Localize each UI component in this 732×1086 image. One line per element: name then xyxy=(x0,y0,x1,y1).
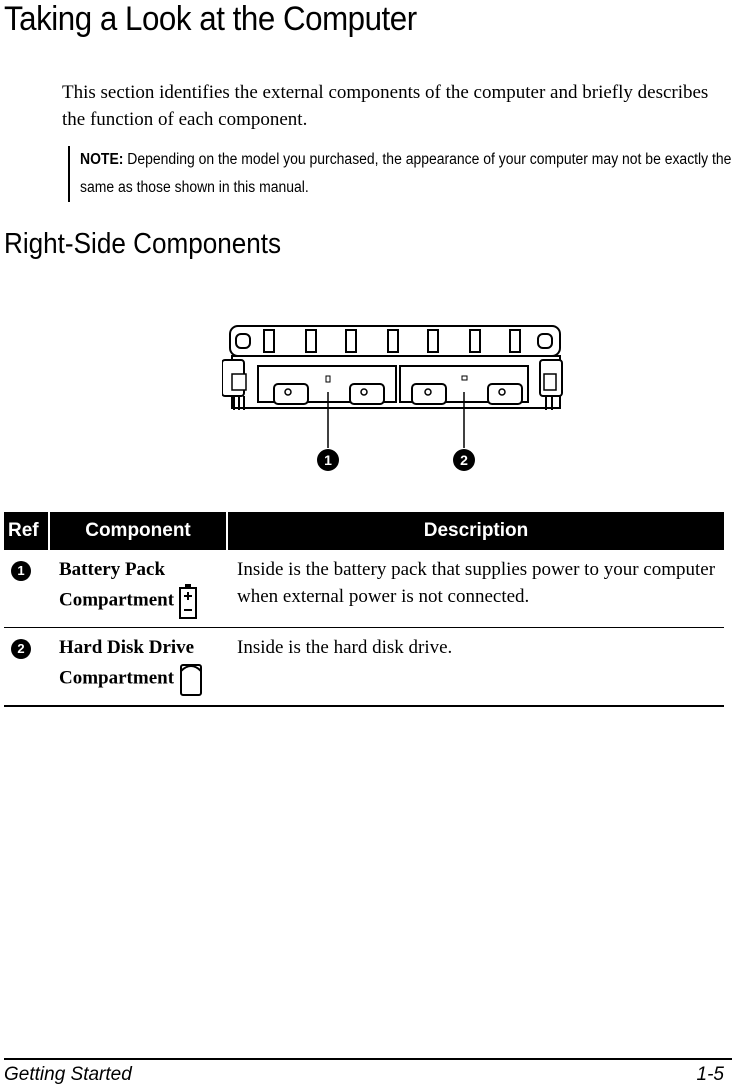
ref-badge: 1 xyxy=(11,561,31,581)
note-label: NOTE: xyxy=(80,151,124,168)
component-name-line2: Compartment xyxy=(59,667,175,689)
description-cell: Inside is the battery pack that supplies power to your computer when external power is not connected. xyxy=(227,550,724,628)
section-title: Right-Side Components xyxy=(4,228,282,260)
components-table xyxy=(4,512,724,707)
header-description: Description xyxy=(227,512,724,550)
component-cell xyxy=(49,550,227,628)
table-row xyxy=(4,628,724,707)
header-ref: Ref xyxy=(4,512,49,550)
callout-1-label: 1 xyxy=(324,452,332,468)
component-cell xyxy=(49,628,227,707)
table-row xyxy=(4,550,724,628)
hard-disk-icon xyxy=(179,661,203,697)
intro-paragraph: This section identifies the external components of the computer and briefly describes the function of each component. xyxy=(62,82,709,130)
page-number: 1-5 xyxy=(696,1064,724,1085)
page-title: Taking a Look at the Computer xyxy=(4,0,417,38)
right-side-illustration xyxy=(222,314,566,476)
callout-2-label: 2 xyxy=(460,452,468,468)
header-component: Component xyxy=(49,512,227,550)
description-cell: Inside is the hard disk drive. xyxy=(227,628,724,707)
footer-section: Getting Started xyxy=(4,1064,132,1085)
note-text: Depending on the model you purchased, the appearance of your computer may not be exactly the same as those shown in this manual. xyxy=(80,151,732,196)
component-name-line2: Compartment xyxy=(59,589,175,611)
component-name-line1: Hard Disk Drive xyxy=(59,637,195,658)
battery-icon xyxy=(179,583,197,619)
footer-rule xyxy=(4,1058,732,1060)
table-header-row xyxy=(4,512,724,550)
note-box xyxy=(68,146,732,202)
component-name-line1: Battery Pack xyxy=(59,559,166,580)
ref-badge: 2 xyxy=(11,639,31,659)
